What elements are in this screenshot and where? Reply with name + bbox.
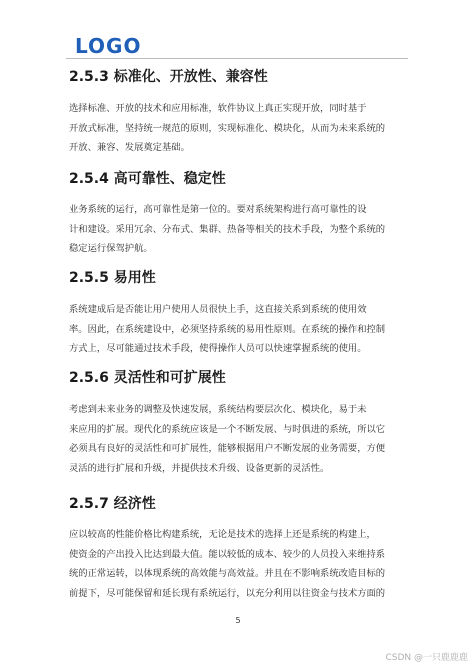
section-paragraph-2-5-7: 应以较高的性能价格比构建系统，无论是技术的选择上还是系统的构建上， 使资金的产出投入比达到最大值。能以较低的成本、较少的人员投入来维持系 统的正常运转，以体现系统的高效能与高效益。并且在不影响系统改造目标的 前提下，尽可能保留和延长现有系统运行，以充分利用以往资金与技术方面的 [69, 529, 386, 599]
page-number: 5 [235, 616, 241, 625]
header-divider [66, 58, 408, 59]
section-paragraph-2-5-6: 考虑到未来业务的调整及快速发展，系统结构要层次化、模块化，易于未 来应用的扩展。现代化的系统应该是一个不断发展、与时俱进的系统，所以它 必须具有良好的灵活性和可扩展性，能够根据用户不断发展的业务需要，方便 灵活的进行扩展和升级，并提供技术升级、设备更新的灵活性。 [69, 404, 386, 474]
section-heading-2-5-7: 2.5.7 经济性 [69, 496, 156, 512]
watermark: CSDN @一只鹿鹿鹿 [385, 653, 468, 663]
section-paragraph-2-5-5: 系统建成后是否能让用户使用人员很快上手，这直接关系到系统的使用效 率。因此，在系统建设中，必须坚持系统的易用性原则。在系统的操作和控制 方式上，尽可能通过技术手段，使得操作人员可以快速掌握系统的使用。 [69, 304, 386, 355]
section-paragraph-2-5-4: 业务系统的运行，高可靠性是第一位的。要对系统架构进行高可靠性的设 计和建设。采用冗余、分布式、集群、热备等相关的技术手段，为整个系统的 稳定运行保驾护航。 [69, 204, 386, 255]
logo: LOGO [75, 34, 142, 58]
section-heading-2-5-4: 2.5.4 高可靠性、稳定性 [69, 171, 226, 187]
section-heading-2-5-5: 2.5.5 易用性 [69, 270, 156, 286]
section-heading-2-5-3: 2.5.3 标准化、开放性、兼容性 [69, 69, 268, 85]
section-heading-2-5-6: 2.5.6 灵活性和可扩展性 [69, 370, 226, 386]
section-paragraph-2-5-3: 选择标准、开放的技术和应用标准，软件协议上真正实现开放，同时基于 开放式标准，坚持统一规范的原则，实现标准化、模块化，从而为未来系统的 开放、兼容、发展奠定基础。 [69, 103, 386, 154]
